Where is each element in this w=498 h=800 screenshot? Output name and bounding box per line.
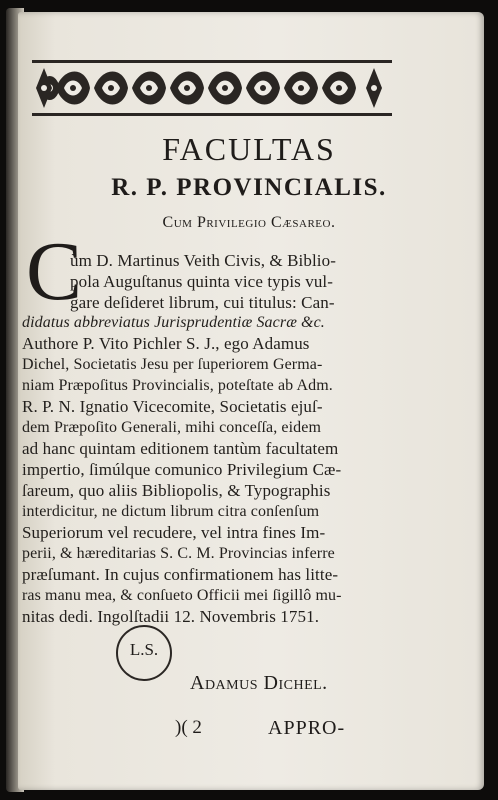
signature: Adamus Dichel. — [190, 672, 328, 694]
privilege-line: Cum Privilegio Cæsareo. — [162, 214, 336, 231]
page-subtitle: R. P. PROVINCIALIS. — [111, 174, 387, 201]
body-line: ſareum, quo aliis Bibliopolis, & Typographis — [22, 481, 331, 500]
body-line: impertio, ſimúlque comunico Privilegium Cæ- — [22, 460, 342, 479]
body-line: niam Præpoſitus Provincialis, poteſtate ab Adm. — [22, 377, 333, 394]
seal-label: L.S. — [129, 640, 159, 659]
drop-cap: C — [26, 225, 83, 318]
body-line: didatus abbreviatus Jurisprudentiæ Sacræ &c. — [22, 314, 325, 331]
catchword: APPRO- — [268, 717, 346, 739]
body-line: perii, & hæreditarias S. C. M. Provincias inferre — [22, 545, 335, 562]
body-line: nitas dedi. Ingolſtadii 12. Novembris 1751. — [22, 607, 320, 626]
decorative-ornament-band — [32, 60, 392, 116]
body-line: Superiorum vel recudere, vel intra fines Im- — [22, 523, 326, 542]
signature-mark: )( 2 — [175, 717, 202, 738]
body-line: R. P. N. Ignatio Vicecomite, Societatis ejuſ- — [22, 397, 323, 416]
body-line: Dichel, Societatis Jesu per ſuperiorem Germa- — [22, 356, 323, 373]
page-title: FACULTAS — [162, 131, 336, 167]
body-line: gare deſideret librum, cui titulus: Can- — [70, 293, 335, 312]
body-line: ùm D. Martinus Veith Civis, & Biblio- — [70, 251, 336, 270]
body-line: ras manu mea, & conſueto Officii mei ſigillô mu- — [22, 587, 342, 604]
body-line: pola Auguſtanus quinta vice typis vul- — [70, 272, 334, 291]
body-line: ad hanc quintam editionem tantùm facultatem — [22, 439, 339, 458]
body-line: præſumant. In cujus confirmationem has litte- — [22, 565, 339, 584]
body-line: Authore P. Vito Pichler S. J., ego Adamus — [22, 334, 310, 353]
body-line: interdicitur, ne dictum librum citra conſenſum — [22, 503, 320, 520]
body-line: dem Præpoſito Generali, mihi conceſſa, eidem — [22, 419, 321, 436]
